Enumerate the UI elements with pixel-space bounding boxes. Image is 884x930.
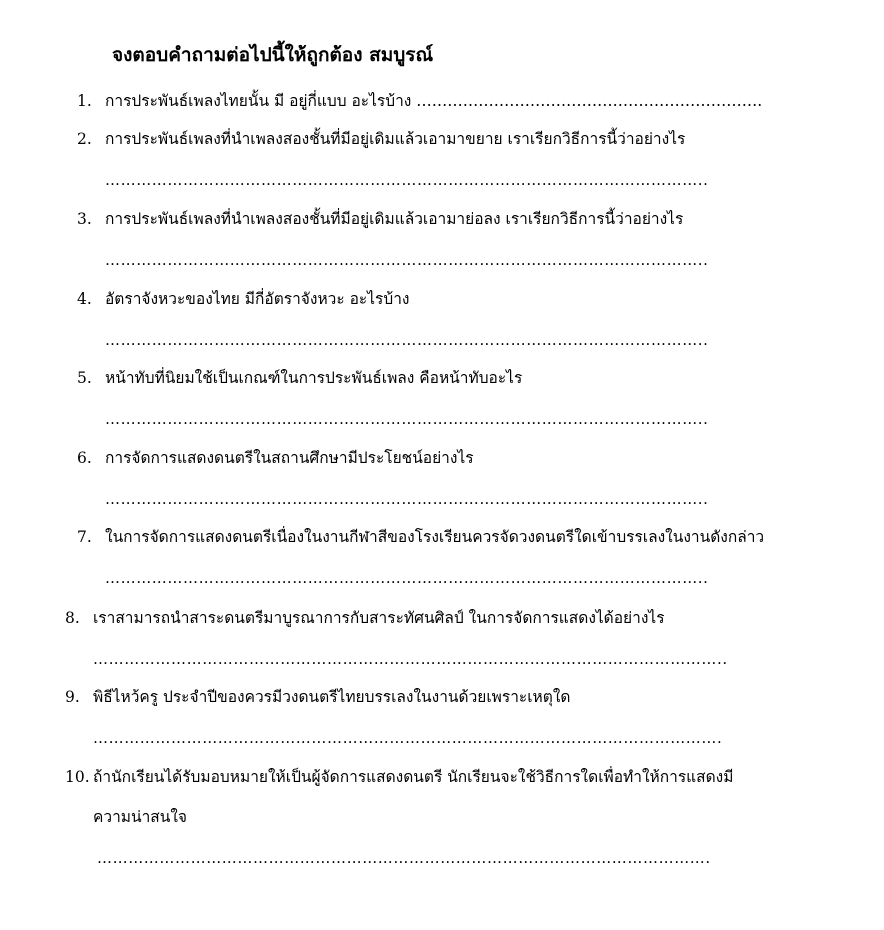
question-9 — [65, 687, 570, 707]
question-10 — [65, 767, 733, 787]
question-3 — [77, 209, 683, 229]
question-text: การจัดการแสดงดนตรีในสถานศึกษามีประโยชน์อย่างไร — [105, 449, 474, 467]
answer-line-10[interactable]: ………………………………………………………………………………………………………. — [97, 849, 711, 867]
question-number: 3. — [77, 210, 92, 228]
question-text: ถ้านักเรียนได้รับมอบหมายให้เป็นผู้จัดการแสดงดนตรี นักเรียนจะใช้วิธีการใดเพื่อทำให้การแสดงมี — [93, 768, 734, 786]
worksheet-title: จงตอบคำถามต่อไปนี้ให้ถูกต้อง สมบูรณ์ — [112, 44, 434, 66]
answer-line-2[interactable]: …………………………………………………………………………………………………….. — [105, 171, 709, 189]
question-number: 8. — [65, 609, 80, 627]
answer-line-8[interactable]: ………………………………………………………………………………………………………….. — [93, 650, 728, 668]
question-number: 4. — [77, 290, 92, 308]
question-text: ในการจัดการแสดงดนตรีเนื่องในงานกีฬาสีของโรงเรียนควรจัดวงดนตรีใดเข้าบรรเลงในงานดังกล่าว — [105, 528, 765, 546]
question-1 — [77, 91, 762, 111]
question-text: การประพันธ์เพลงที่นำเพลงสองชั้นที่มีอยู่เดิมแล้วเอามาขยาย เราเรียกวิธีการนี้ว่าอย่างไร — [105, 130, 686, 148]
question-10-continued: ความน่าสนใจ — [93, 808, 187, 826]
answer-line-5[interactable]: …………………………………………………………………………………………………….. — [105, 410, 709, 428]
question-8 — [65, 608, 665, 628]
question-text: หน้าทับที่นิยมใช้เป็นเกณฑ์ในการประพันธ์เพลง คือหน้าทับอะไร — [105, 369, 523, 387]
answer-line-6[interactable]: …………………………………………………………………………………………………….. — [105, 490, 709, 508]
question-5 — [77, 368, 522, 388]
answer-line-9[interactable]: …………………………………………………………………………………………………………. — [93, 729, 723, 747]
answer-line-7[interactable]: …………………………………………………………………………………………………….. — [105, 569, 709, 587]
answer-line-4[interactable]: …………………………………………………………………………………………………….. — [105, 331, 709, 349]
question-number: 10. — [65, 768, 90, 786]
question-number: 9. — [65, 688, 80, 706]
question-4 — [77, 289, 410, 309]
question-number: 1. — [77, 92, 92, 110]
question-number: 7. — [77, 528, 92, 546]
question-2 — [77, 129, 685, 149]
question-text: การประพันธ์เพลงที่นำเพลงสองชั้นที่มีอยู่เดิมแล้วเอามาย่อลง เราเรียกวิธีการนี้ว่าอย่างไร — [105, 210, 684, 228]
question-text: การประพันธ์เพลงไทยนั้น มี อยู่กี่แบบ อะไรบ้าง …………………………………………………………. — [105, 92, 763, 110]
question-7 — [77, 527, 764, 547]
answer-line-3[interactable]: …………………………………………………………………………………………………….. — [105, 251, 709, 269]
question-number: 6. — [77, 449, 92, 467]
question-text: พิธีไหว้ครู ประจำปีของควรมีวงดนตรีไทยบรรเลงในงานด้วยเพราะเหตุใด — [93, 688, 571, 706]
question-text: เราสามารถนำสาระดนตรีมาบูรณาการกับสาระทัศนศิลป์ ในการจัดการแสดงได้อย่างไร — [93, 609, 665, 627]
question-number: 2. — [77, 130, 92, 148]
question-number: 5. — [77, 369, 92, 387]
question-text: อัตราจังหวะของไทย มีกี่อัตราจังหวะ อะไรบ้าง — [105, 290, 410, 308]
question-6 — [77, 448, 474, 468]
